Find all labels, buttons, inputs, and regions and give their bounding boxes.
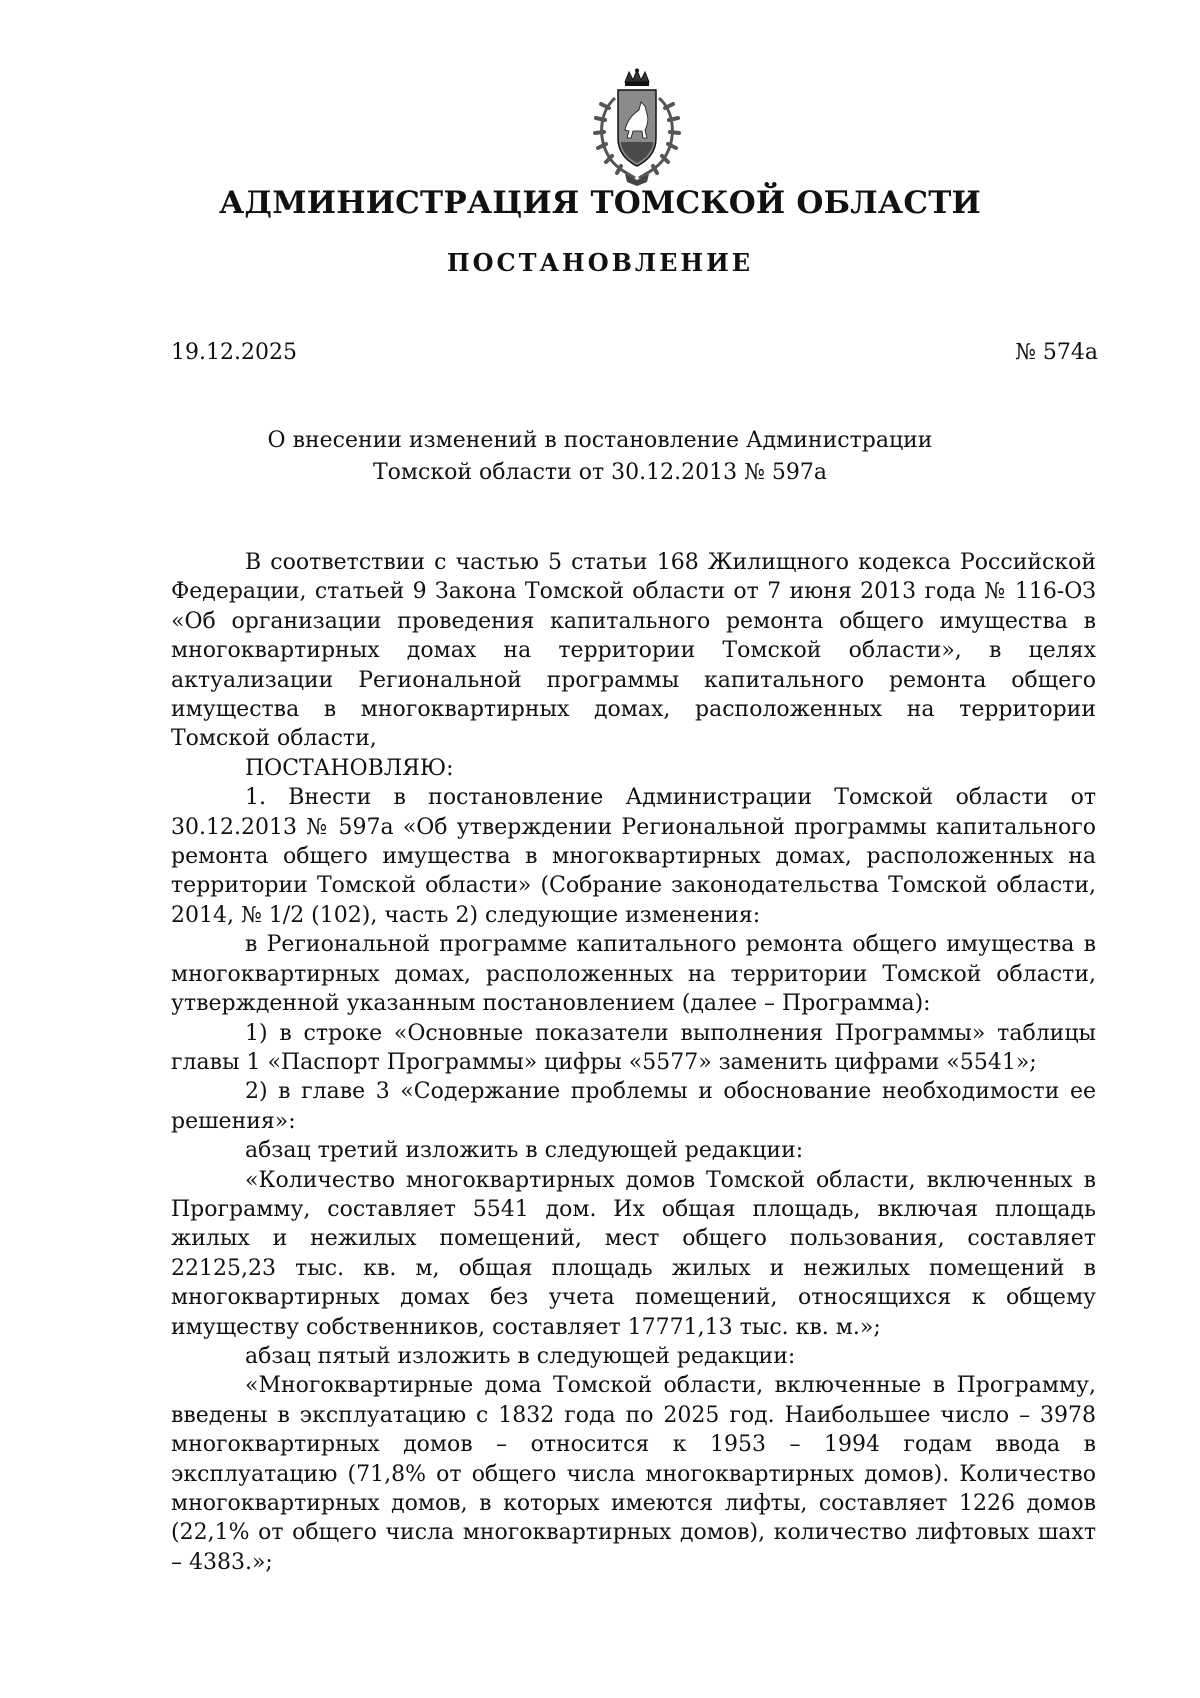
paragraph-subitem-2: 2) в главе 3 «Содержание проблемы и обоснование необходимости ее решения»:	[171, 1079, 1096, 1134]
document-date: 19.12.2025	[171, 340, 297, 365]
paragraph-program-changes: в Региональной программе капитального ремонта общего имущества в многоквартирных домах, расположенных на территории Томской области, утвержденной указанным постановлением (далее – Программа):	[171, 932, 1096, 1017]
paragraph-abzac-5-intro: абзац пятый изложить в следующей редакции:	[245, 1343, 796, 1369]
paragraph-abzac-3-text: «Количество многоквартирных домов Томской области, включенных в Программу, составляет 5541 дом. Их общая площадь, включая площадь жилых и нежилых помещений, мест общего пользования, составляет 22125,23 тыс. кв. м, общая площадь жилых и нежилых помещений в многоквартирных домах без учета помещений, относящихся к общему имуществу собственников, составляет 17771,13 тыс. кв. м.»;	[171, 1167, 1096, 1340]
paragraph-preamble: В соответствии с частью 5 статьи 168 Жилищного кодекса Российской Федерации, статьей 9 Закона Томской области от 7 июня 2013 года № 116-ОЗ «Об организации проведения капитального ремонта общего имущества в многоквартирных домах на территории Томской области», в целях актуализации Региональной программы капитального ремонта общего имущества в многоквартирных домах, расположенных на территории Томской области,	[171, 550, 1096, 752]
document-number: № 574а	[1015, 340, 1098, 365]
document-type: ПОСТАНОВЛЕНИЕ	[446, 248, 754, 277]
coat-of-arms-icon	[585, 68, 689, 188]
paragraph-item-1: 1. Внести в постановление Администрации Томской области от 30.12.2013 № 597а «Об утверждении Региональной программы капитального ремонта общего имущества в многоквартирных домах, расположенных на территории Томской области» (Собрание законодательства Томской области, 2014, № 1/2 (102), часть 2) следующие изменения:	[171, 785, 1096, 928]
paragraph-resolve: ПОСТАНОВЛЯЮ:	[245, 755, 454, 781]
subject-line-1: О внесении изменений в постановление Администрации	[267, 428, 933, 453]
subject-line-2: Томской области от 30.12.2013 № 597а	[372, 460, 828, 485]
paragraph-subitem-1: 1) в строке «Основные показатели выполнения Программы» таблицы главы 1 «Паспорт Программы» цифры «5577» заменить цифрами «5541»;	[171, 1020, 1096, 1075]
organization-name: АДМИНИСТРАЦИЯ ТОМСКОЙ ОБЛАСТИ	[218, 185, 981, 221]
document-subject	[0, 425, 1200, 489]
document-body	[171, 548, 1096, 1577]
paragraph-abzac-5-text: «Многоквартирные дома Томской области, включенные в Программу, введены в эксплуатацию с 1832 года по 2025 год. Наибольшее число – 3978 многоквартирных домов – относится к 1953 – 1994 годам ввода в эксплуатацию (71,8% от общего числа многоквартирных домов). Количество многоквартирных домов, в которых имеются лифты, составляет 1226 домов (22,1% от общего числа многоквартирных домов), количество лифтовых шахт – 4383.»;	[171, 1373, 1096, 1575]
paragraph-abzac-3-intro: абзац третий изложить в следующей редакции:	[245, 1138, 804, 1164]
